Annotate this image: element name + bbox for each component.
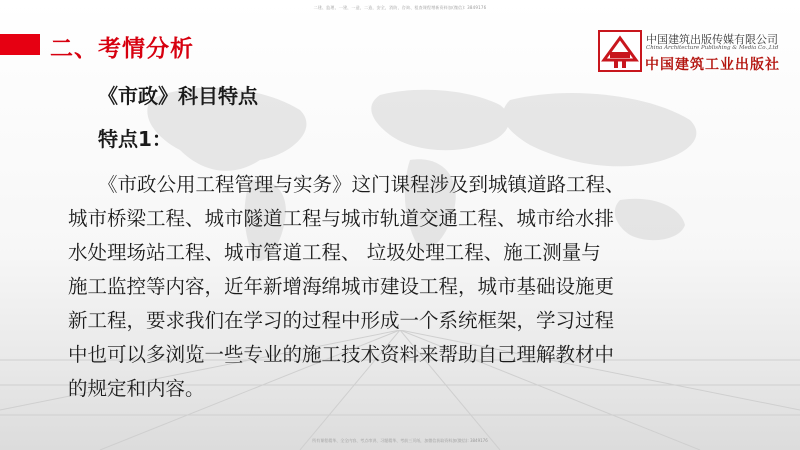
body-line: 城市桥梁工程、城市隧道工程与城市轨道交通工程、城市给水排 [68, 207, 615, 230]
publisher-brush-name: 中国建筑工业出版社 [645, 57, 780, 73]
subject-heading: 《市政》科目特点 [98, 84, 258, 108]
watermark-bottom: 所有课程精华、全全内容、考点串讲、习题精华、考前三页纸，加微信获取资料加(微信): 3849176 [312, 438, 488, 443]
body-line: 中也可以多浏览一些专业的施工技术资料来帮助自己理解教材中 [68, 343, 615, 366]
watermark-top: 二建、监理、一建，一造，二造，安全，消防，咨询、租查课程增新资料加(微信): 3849176 [313, 5, 487, 10]
accent-bar [0, 34, 40, 55]
body-line: 的规定和内容。 [68, 377, 205, 400]
body-line: 水处理场站工程、城市管道工程、 垃圾处理工程、施工测量与 [68, 241, 601, 264]
publisher-logo [598, 30, 794, 72]
body-line: 施工监控等内容，近年新增海绵城市建设工程，城市基础设施更 [68, 275, 615, 298]
body-line: 新工程，要求我们在学习的过程中形成一个系统框架，学习过程 [68, 309, 615, 332]
publisher-name-cn: 中国建筑出版传媒有限公司 [646, 33, 778, 46]
point-heading: 特点1： [98, 127, 172, 151]
section-title: 二、考情分析 [50, 36, 194, 62]
publisher-name-en: China Architecture Publishing & Media Co.,Ltd [646, 45, 779, 51]
body-line: 《市政公用工程管理与实务》这门课程涉及到城镇道路工程、 [98, 173, 625, 196]
publisher-emblem-icon [598, 30, 642, 72]
